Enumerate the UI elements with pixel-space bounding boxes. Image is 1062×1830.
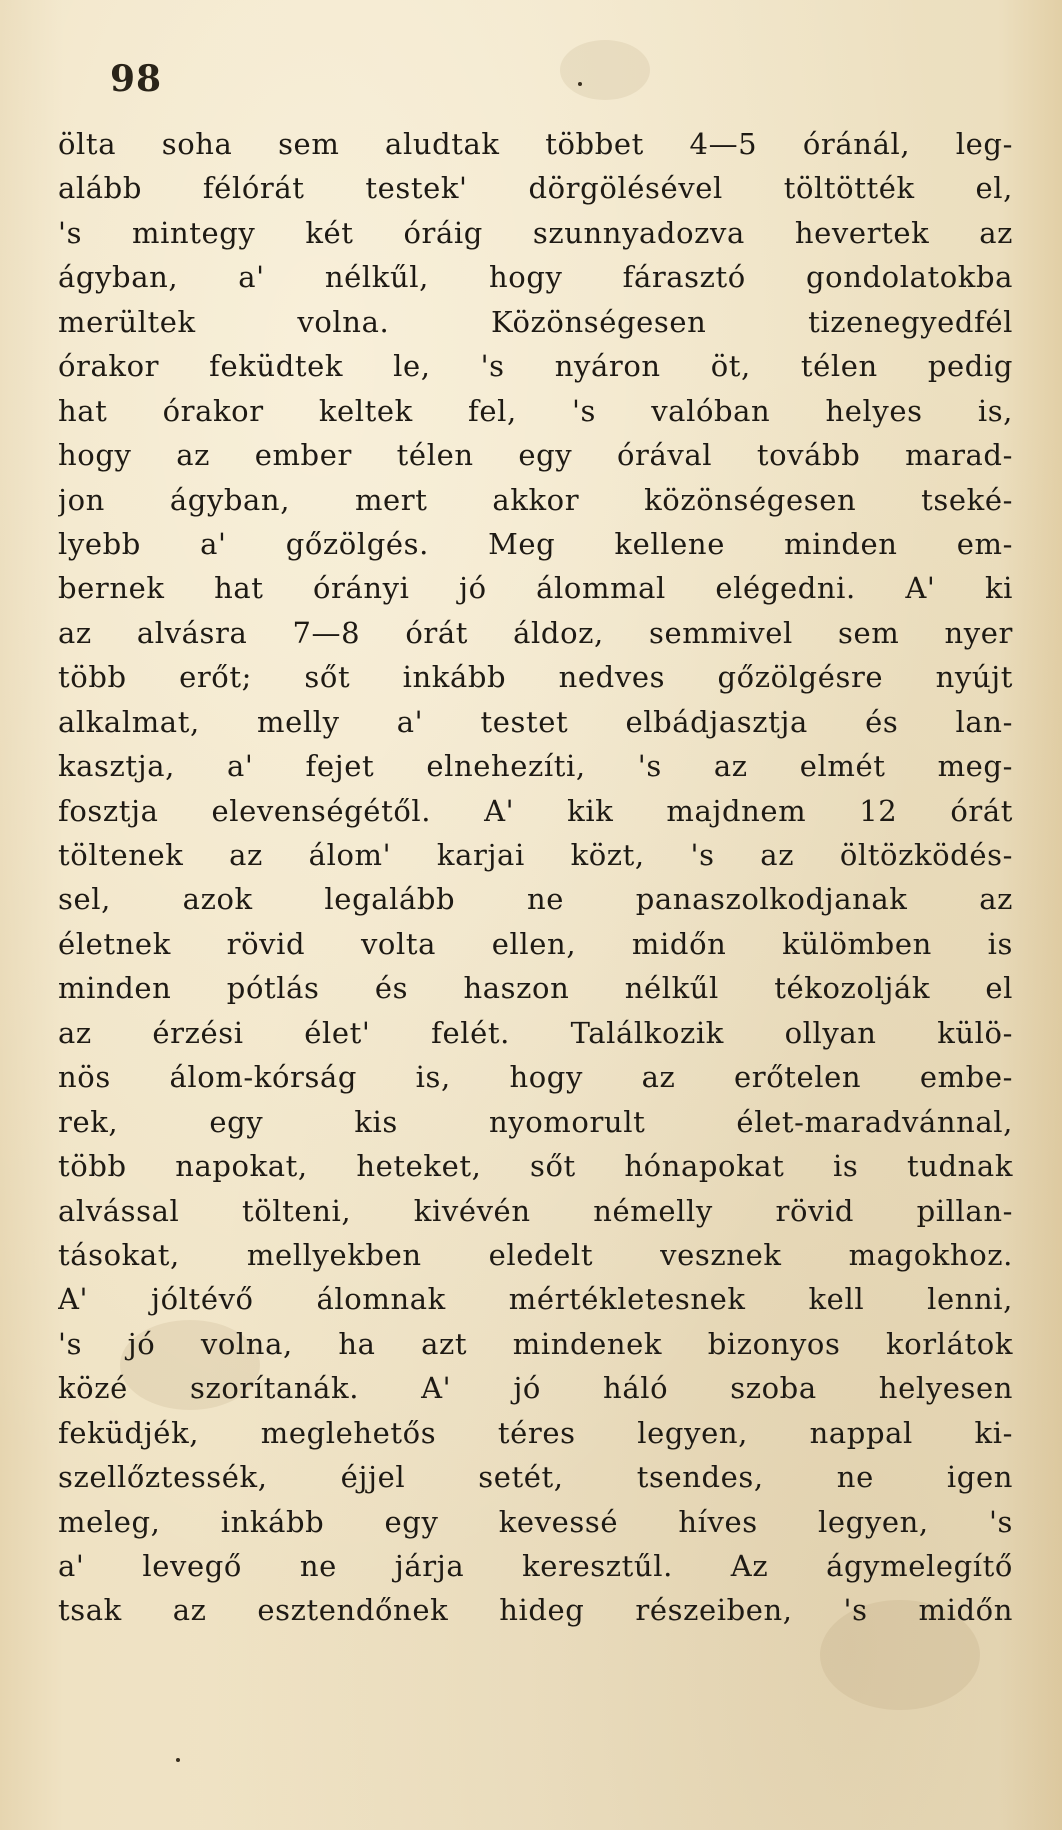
text-line: ölta soha sem aludtak többet 4—5 óránál, leg- bbox=[58, 127, 1013, 161]
ink-speck bbox=[176, 1758, 180, 1762]
ink-speck bbox=[578, 82, 582, 86]
text-line: alvással tölteni, kivévén némelly rövid pillan- bbox=[58, 1193, 1013, 1228]
text-line: kasztja, a' fejet elnehezíti, 's az elmét meg- bbox=[58, 749, 1013, 784]
text-line: az alvásra 7—8 órát áldoz, semmivel sem nyer bbox=[58, 615, 1013, 650]
text-line: rek, egy kis nyomorult élet-maradvánnal, bbox=[58, 1104, 1013, 1139]
text-line: tásokat, mellyekben eledelt vesznek magokhoz. bbox=[58, 1237, 1013, 1272]
text-line: A' jóltévő álomnak mértékletesnek kell lenni, bbox=[58, 1282, 1013, 1317]
text-line: töltenek az álom' karjai közt, 's az öltözködés- bbox=[58, 838, 1013, 872]
text-line: lyebb a' gőzölgés. Meg kellene minden em- bbox=[58, 526, 1013, 561]
text-line: életnek rövid volta ellen, midőn külömben is bbox=[58, 926, 1013, 961]
text-line: szellőztessék, éjjel setét, tsendes, ne igen bbox=[58, 1460, 1013, 1495]
text-line: alább félórát testek' dörgölésével töltötték el, bbox=[58, 171, 1013, 206]
text-line: alkalmat, melly a' testet elbádjasztja és lan- bbox=[58, 704, 1013, 739]
page-number: 98 bbox=[110, 58, 163, 100]
text-line: sel, azok legalább ne panaszolkodjanak az bbox=[58, 882, 1013, 917]
text-line: közé szorítanák. A' jó háló szoba helyesen bbox=[58, 1371, 1013, 1406]
body-text bbox=[58, 122, 1013, 1633]
text-line: merültek volna. Közönségesen tizenegyedfél bbox=[58, 304, 1013, 339]
text-line: hogy az ember télen egy órával tovább marad- bbox=[58, 438, 1013, 473]
text-line: bernek hat órányi jó álommal elégedni. A' ki bbox=[58, 571, 1013, 606]
text-line: órakor feküdtek le, 's nyáron öt, télen pedig bbox=[58, 349, 1013, 384]
text-line: nös álom-kórság is, hogy az erőtelen embe- bbox=[58, 1060, 1013, 1095]
text-line: az érzési élet' felét. Találkozik ollyan külö- bbox=[58, 1015, 1013, 1050]
text-line: minden pótlás és haszon nélkűl tékozolják el bbox=[58, 971, 1013, 1006]
text-line: több erőt; sőt inkább nedves gőzölgésre nyújt bbox=[58, 660, 1013, 695]
paper-stain bbox=[560, 40, 650, 100]
text-line: 's jó volna, ha azt mindenek bizonyos korlátok bbox=[58, 1326, 1013, 1361]
text-line: több napokat, heteket, sőt hónapokat is tudnak bbox=[58, 1149, 1013, 1184]
text-line: 's mintegy két óráig szunnyadozva hevertek az bbox=[58, 215, 1013, 250]
text-line: ágyban, a' nélkűl, hogy fárasztó gondolatokba bbox=[58, 260, 1013, 295]
text-line: fosztja elevenségétől. A' kik majdnem 12 órát bbox=[58, 793, 1013, 828]
text-line: a' levegő ne járja keresztűl. Az ágymelegítő bbox=[58, 1549, 1013, 1583]
text-line: jon ágyban, mert akkor közönségesen tseké- bbox=[58, 482, 1013, 517]
text-line: meleg, inkább egy kevessé híves legyen, 's bbox=[58, 1504, 1013, 1539]
text-line: hat órakor keltek fel, 's valóban helyes is, bbox=[58, 393, 1013, 428]
text-line: feküdjék, meglehetős téres legyen, nappal ki- bbox=[58, 1415, 1013, 1450]
text-line: tsak az esztendőnek hideg részeiben, 's midőn bbox=[58, 1593, 1013, 1628]
